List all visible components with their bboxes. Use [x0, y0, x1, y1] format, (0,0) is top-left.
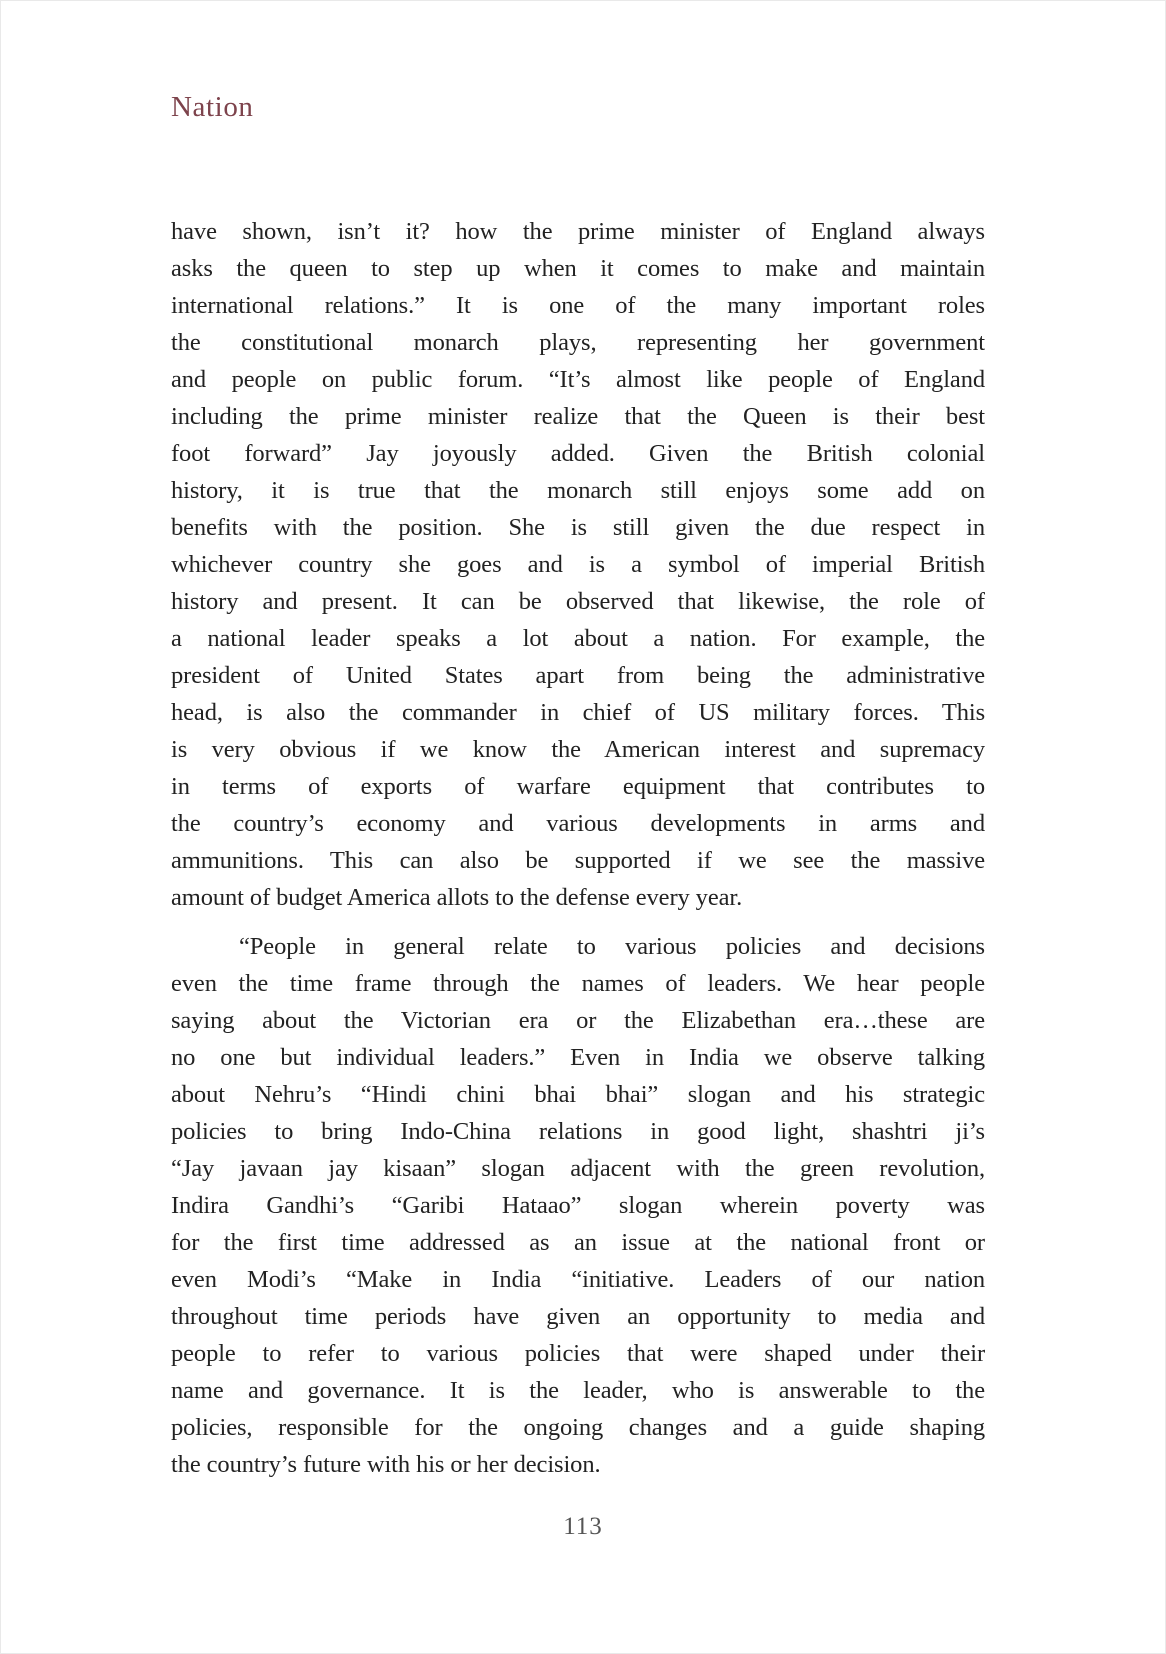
text-line: whichever country she goes and is a symbol of imperial British	[171, 551, 985, 578]
text-line: no one but individual leaders.” Even in India we observe talking	[171, 1044, 985, 1071]
text-line: is very obvious if we know the American interest and supremacy	[171, 736, 985, 763]
body-text	[171, 213, 985, 1483]
text-line: history, it is true that the monarch still enjoys some add on	[171, 477, 985, 504]
text-line: ammunitions. This can also be supported if we see the massive	[171, 847, 985, 874]
text-line: including the prime minister realize that the Queen is their best	[171, 403, 985, 430]
text-line: the country’s economy and various developments in arms and	[171, 810, 985, 837]
text-line: throughout time periods have given an opportunity to media and	[171, 1303, 985, 1330]
text-line: and people on public forum. “It’s almost like people of England	[171, 366, 985, 393]
text-line: president of United States apart from being the administrative	[171, 662, 985, 689]
text-line: about Nehru’s “Hindi chini bhai bhai” slogan and his strategic	[171, 1081, 985, 1108]
text-line: “Jay javaan jay kisaan” slogan adjacent with the green revolution,	[171, 1155, 985, 1182]
text-line: history and present. It can be observed that likewise, the role of	[171, 588, 985, 615]
text-line: Indira Gandhi’s “Garibi Hataao” slogan wherein poverty was	[171, 1192, 985, 1219]
text-line: have shown, isn’t it? how the prime minister of England always	[171, 218, 985, 245]
text-line: even the time frame through the names of leaders. We hear people	[171, 970, 985, 997]
text-line: asks the queen to step up when it comes to make and maintain	[171, 255, 985, 282]
text-line: saying about the Victorian era or the Elizabethan era…these are	[171, 1007, 985, 1034]
text-line: foot forward” Jay joyously added. Given the British colonial	[171, 440, 985, 467]
running-head: Nation	[171, 91, 254, 123]
text-line: even Modi’s “Make in India “initiative. Leaders of our nation	[171, 1266, 985, 1293]
text-line: people to refer to various policies that were shaped under their	[171, 1340, 985, 1367]
text-line: amount of budget America allots to the defense every year.	[171, 884, 743, 911]
paragraph	[171, 213, 985, 916]
text-line: the constitutional monarch plays, representing her government	[171, 329, 985, 356]
text-line: “People in general relate to various policies and decisions	[239, 933, 985, 960]
text-line: policies to bring Indo-China relations in good light, shashtri ji’s	[171, 1118, 985, 1145]
text-line: benefits with the position. She is still given the due respect in	[171, 514, 985, 541]
text-line: international relations.” It is one of the many important roles	[171, 292, 985, 319]
text-line: a national leader speaks a lot about a nation. For example, the	[171, 625, 985, 652]
text-line: for the first time addressed as an issue at the national front or	[171, 1229, 985, 1256]
text-line: name and governance. It is the leader, who is answerable to the	[171, 1377, 985, 1404]
paragraph	[171, 928, 985, 1483]
text-line: policies, responsible for the ongoing changes and a guide shaping	[171, 1414, 985, 1441]
text-line: the country’s future with his or her decision.	[171, 1451, 601, 1478]
text-line: in terms of exports of warfare equipment that contributes to	[171, 773, 985, 800]
page-number: 113	[563, 1513, 603, 1540]
text-line: head, is also the commander in chief of US military forces. This	[171, 699, 985, 726]
